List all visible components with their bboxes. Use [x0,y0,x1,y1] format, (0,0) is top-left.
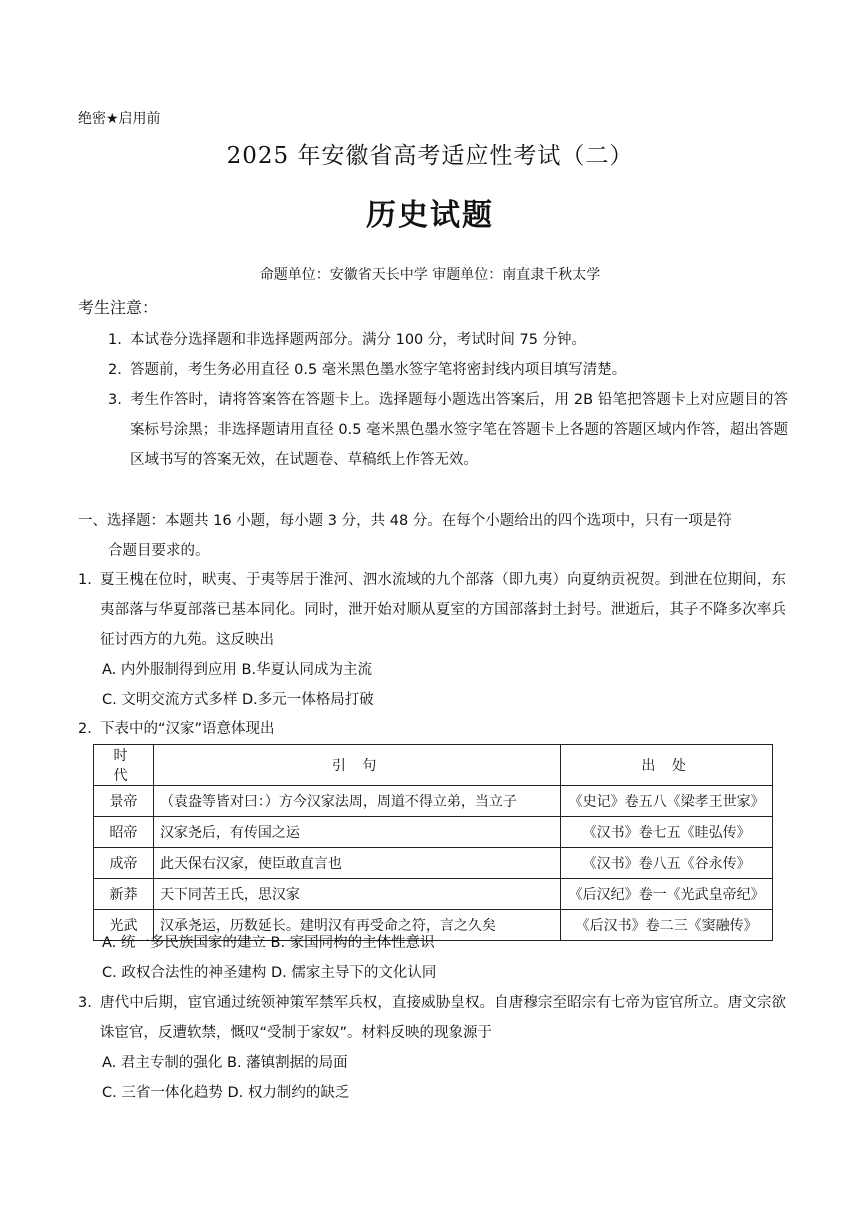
notice-heading: 考生注意： [78,298,159,317]
question-stem: 夏王槐在位时，畎夷、于夷等居于淮河、泗水流域的九个部落（即九夷）向夏纳贡祝贺。到泄在位期间，东夷部落与华夏部落已基本同化。同时，泄开始对顺从夏室的方国部落封土封号。泄逝后，其子不降多次率兵征讨西方的九苑。这反映出 [100,572,786,648]
question-number: 3. [78,995,92,1011]
section-instructions [78,506,786,566]
question-number: 2. [78,721,92,737]
table-cell: 新莽 [94,879,154,910]
notice-item [108,355,788,385]
table-row [94,817,773,848]
notice-text: 本试卷分选择题和非选择题两部分。满分 100 分，考试时间 75 分钟。 [130,332,587,348]
question-stem: 唐代中后期，宦官通过统领神策军禁军兵权，直接威胁皇权。自唐穆宗至昭宗有七帝为宦官所立。唐文宗欲诛宦官，反遭软禁，慨叹“受制于家奴”。材料反映的现象源于 [100,995,786,1041]
quote-table [93,744,773,941]
subject-title: 历史试题 [366,198,494,233]
question-2 [78,714,786,744]
column-header: 引 句 [153,745,560,786]
notice-number: 1. [108,332,122,348]
author-units: 命题单位：安徽省天长中学 审题单位：南直隶千秋太学 [259,267,601,283]
question-number: 1. [78,572,92,588]
notice-text: 答题前，考生务必用直径 0.5 毫米黑色墨水签字笔将密封线内项目填写清楚。 [130,362,627,378]
table-row [94,786,773,817]
option-line: C. 文明交流方式多样 D.多元一体格局打破 [102,692,374,708]
question-stem: 下表中的“汉家”语意体现出 [100,721,275,737]
option-line: C. 政权合法性的神圣建构 D. 儒家主导下的文化认同 [102,965,437,981]
table-row [94,879,773,910]
option-line: A. 内外服制得到应用 B.华夏认同成为主流 [102,662,373,678]
exam-title: 2025 年安徽省高考适应性考试（二） [226,143,634,169]
table-cell: 《汉书》卷七五《眭弘传》 [561,817,773,848]
confidential-mark: 绝密★启用前 [78,111,161,127]
question-3 [78,988,786,1108]
table-cell: 《史记》卷五八《梁孝王世家》 [561,786,773,817]
table-cell: 汉家尧后，有传国之运 [153,817,560,848]
question-2-options [78,928,786,988]
column-header: 出 处 [561,745,773,786]
table-cell: 此天保右汉家，使臣敢直言也 [153,848,560,879]
section-line: 一、选择题：本题共 16 小题，每小题 3 分，共 48 分。在每个小题给出的四个选项中，只有一项是符 [78,513,732,529]
table-cell: 景帝 [94,786,154,817]
table-cell: 成帝 [94,848,154,879]
notice-item [108,325,788,355]
notice-list [108,325,788,475]
option-line: A. 君主专制的强化 B. 藩镇割据的局面 [102,1055,348,1071]
notice-text: 考生作答时，请将答案答在答题卡上。选择题每小题选出答案后，用 2B 铅笔把答题卡上对应题目的答案标号涂黑；非选择题请用直径 0.5 毫米黑色墨水签字笔在答题卡上各题的答题区域内作答，超出答题区域书写的答案无效，在试题卷、草稿纸上作答无效。 [130,392,788,468]
table-header-row [94,745,773,786]
section-line: 合题目要求的。 [108,543,210,559]
table-cell: 天下同苦王氏，思汉家 [153,879,560,910]
table-cell: 光武 [94,910,154,941]
option-line: C. 三省一体化趋势 D. 权力制约的缺乏 [102,1085,350,1101]
table-cell: 昭帝 [94,817,154,848]
table-cell: 《汉书》卷八五《谷永传》 [561,848,773,879]
column-header: 时 代 [94,745,154,786]
option-line: A. 统一多民族国家的建立 B. 家国同构的主体性意识 [102,935,435,951]
table-cell: （袁盎等皆对曰：）方今汉家法周，周道不得立弟，当立子 [153,786,560,817]
table-row [94,848,773,879]
notice-number: 2. [108,362,122,378]
table-cell: 《后汉书》卷二三《窦融传》 [561,910,773,941]
notice-number: 3. [108,392,122,408]
table-cell: 汉承尧运，历数延长。建明汉有再受命之符，言之久矣 [153,910,560,941]
notice-item [108,385,788,475]
question-1 [78,565,786,715]
table-cell: 《后汉纪》卷一《光武皇帝纪》 [561,879,773,910]
